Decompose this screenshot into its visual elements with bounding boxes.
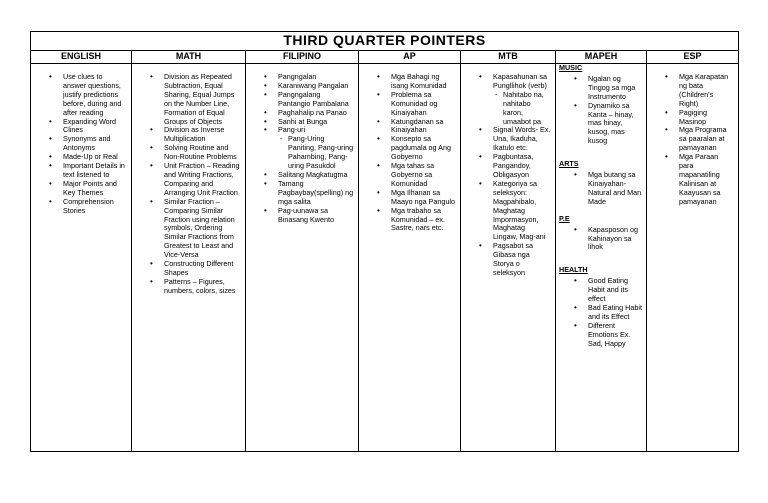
- list-item: • Kapasposon og Kahinayon sa lihok: [556, 226, 646, 253]
- header-ap: AP: [359, 51, 461, 64]
- arts-heading: ARTS: [559, 159, 579, 169]
- list-item: • Sanhi at Bunga: [246, 118, 358, 127]
- header-english: ENGLISH: [31, 51, 132, 64]
- list-item: • Ngalan og Tingog sa mga Instrumento: [556, 75, 646, 102]
- list-item: • Unit Fraction – Reading and Writing Fractions, Comparing and Arranging Unit Fraction: [132, 162, 245, 198]
- list-item: • Made-Up or Real: [31, 153, 131, 162]
- list-item: • Use clues to answer questions, justify predictions before, during and after reading: [31, 73, 131, 118]
- esp-column: [647, 64, 739, 452]
- list-item: • Bad Eating Habit and its Effect: [556, 304, 646, 322]
- list-item: • Pangngalang Pantangio Pambalana: [246, 91, 358, 109]
- mtb-sublist: [493, 91, 551, 127]
- list-item: • Pangngalan: [246, 73, 358, 82]
- header-math: MATH: [132, 51, 246, 64]
- esp-list: [647, 64, 738, 207]
- mapeh-column: [556, 64, 647, 452]
- list-item: • Different Emotions Ex. Sad, Happy: [556, 322, 646, 349]
- health-group: [556, 266, 646, 348]
- list-item: [461, 73, 555, 126]
- english-column: [31, 64, 132, 452]
- list-item: • Tamang Pagbaybay(spelling) ng mga salita: [246, 180, 358, 207]
- list-item: • Major Points and Key Themes: [31, 180, 131, 198]
- list-item: • Konsepto sa pagdumala og Ang Gobyerno: [359, 135, 460, 162]
- math-column: [132, 64, 246, 452]
- filipino-list: [246, 64, 358, 224]
- list-item: • Division as Inverse Multiplication: [132, 126, 245, 144]
- list-item: • Pag-uunawa sa Binasang Kwento: [246, 207, 358, 225]
- list-item: • Important Details in text listened to: [31, 162, 131, 180]
- arts-list: [556, 169, 646, 207]
- math-list: [132, 64, 245, 296]
- sub-list-item: - Nahitabo na, nahitabo karon, umaabot pa: [493, 91, 551, 127]
- list-item: • Karaniwang Pangalan: [246, 82, 358, 91]
- list-item: • Mga Paraan para mapanatiling Kalinisan at Kaayusan sa pamayanan: [647, 153, 738, 206]
- list-item: • Dynamiko sa Kanta – hinay, mas hinay, kusog, mas kusog: [556, 102, 646, 147]
- list-item: • Good Eating Habit and its effect: [556, 277, 646, 304]
- page-title: THIRD QUARTER POINTERS: [31, 32, 739, 51]
- list-item: [246, 126, 358, 171]
- list-item: • Salitang Magkatugma: [246, 171, 358, 180]
- health-list: [556, 275, 646, 348]
- list-item: • Paghahalip na Panao: [246, 109, 358, 118]
- list-item: • Pagbuntasa, Pangandoy, Obligasyon: [461, 153, 555, 180]
- pang-uri-sublist: [278, 135, 354, 171]
- ap-column: [359, 64, 461, 452]
- list-item: • Constructing Different Shapes: [132, 260, 245, 278]
- list-item: • Pagiging Masinop: [647, 109, 738, 127]
- list-item: • Similar Fraction – Comparing Similar Fraction using relation symbols, Ordering Similar Fractions from Greatest to Least and Vice-Versa: [132, 198, 245, 260]
- list-item: • Kategoriya sa seleksyon: Magpahibalo, Maghatag Impormasyon, Maghatag Lingaw, Mag-ani: [461, 180, 555, 242]
- filipino-column: [246, 64, 359, 452]
- list-item: • Division as Repeated Subtraction, Equal Sharing, Equal Jumps on the Number Line, Formation of Equal Groups of Objects: [132, 73, 245, 126]
- list-item: • Katungdanan sa Kinaiyahan: [359, 118, 460, 136]
- list-item: • Signal Words- Ex. Una, Ikaduha, Ikatulo etc.: [461, 126, 555, 153]
- list-item: • Pagsabot sa Gibasa nga Storya o seleksyon: [461, 242, 555, 278]
- list-item: • Mga Bahagi ng isang Komunidad: [359, 73, 460, 91]
- list-item: • Mga Ilhanan sa Maayo nga Pangulo: [359, 189, 460, 207]
- list-item: • Mga tahas sa Gobyerno sa Komunidad: [359, 162, 460, 189]
- music-heading: MUSIC: [559, 63, 583, 72]
- subject-header-row: [31, 51, 739, 64]
- music-list: [556, 73, 646, 146]
- list-item: • Mga Karapatan ng bata (Children's Right): [647, 73, 738, 109]
- list-item: • Patterns – Figures, numbers, colors, sizes: [132, 278, 245, 296]
- mtb-first-label: Kapasahunan sa Pungllihok (verb): [493, 72, 547, 90]
- pe-heading: P.E: [559, 213, 570, 223]
- list-item: • Comprehension Stories: [31, 198, 131, 216]
- english-list: [31, 64, 131, 216]
- mtb-list: [461, 64, 555, 278]
- health-heading: HEALTH: [559, 265, 588, 275]
- header-mapeh: MAPEH: [556, 51, 647, 64]
- header-filipino: FILIPINO: [246, 51, 359, 64]
- pang-uri-label: Pang-uri: [278, 125, 306, 135]
- list-item: • Expanding Word Clines: [31, 118, 131, 136]
- list-item: • Problema sa Komunidad og Kinaiyahan: [359, 91, 460, 118]
- mtb-column: [461, 64, 556, 452]
- sub-list-item: - Pang-Uring Paniting, Pang-uring Pahambing, Pang-uring Pasukdol: [278, 135, 354, 171]
- list-item: • Mga Programa sa paaralan at pamayanan: [647, 126, 738, 153]
- pe-list: [556, 224, 646, 253]
- ap-list: [359, 64, 460, 233]
- pe-group: [556, 215, 646, 253]
- list-item: • Synonyms and Antonyms: [31, 135, 131, 153]
- music-group: [556, 64, 646, 146]
- list-item: • Mga butang sa Kinaiyahan- Natural and Man Made: [556, 171, 646, 207]
- list-item: • Solving Routine and Non-Routine Problems: [132, 144, 245, 162]
- list-item: • Mga trabaho sa Komunidad – ex. Sastre, nars etc.: [359, 207, 460, 234]
- header-mtb: MTB: [461, 51, 556, 64]
- pointers-table: [30, 31, 739, 452]
- header-esp: ESP: [647, 51, 739, 64]
- arts-group: [556, 160, 646, 207]
